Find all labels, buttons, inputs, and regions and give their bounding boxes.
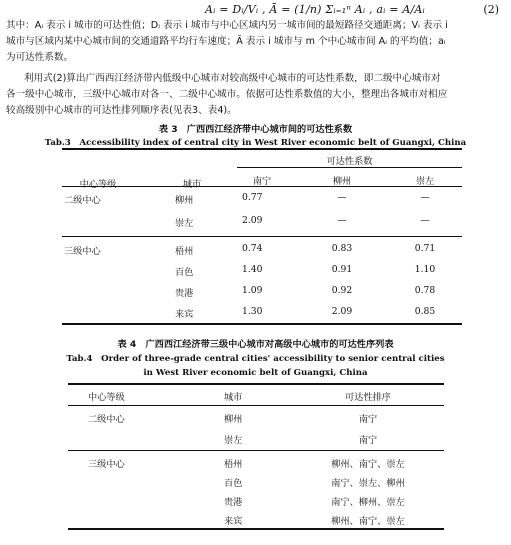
row-city: 来宾 <box>175 309 194 320</box>
table4 <box>68 383 444 530</box>
paragraph-line: 较高级别中心城市的可达性排列顺序表(见表3、表4)。 <box>6 105 237 116</box>
value-cell: 0.92 <box>331 285 353 296</box>
row-city: 柳州 <box>224 414 243 425</box>
order-cell: 柳州、南宁、崇左 <box>331 459 405 470</box>
value-cell: 0.77 <box>242 192 263 203</box>
order-cell: 南宁 <box>358 435 378 446</box>
row-city: 梧州 <box>175 246 194 257</box>
table-rule <box>62 323 462 325</box>
paragraph-line: 其中：Aᵢ 表示 i 城市的可达性值；Dᵢ 表示 i 城市与中心区域内另一城市间的最短路径交通距离；Vᵢ 表示 i <box>6 20 448 31</box>
table3 <box>62 148 462 325</box>
table-rule <box>237 167 462 168</box>
row-city: 崇左 <box>175 218 194 229</box>
order-cell: 柳州、南宁、崇左 <box>331 516 405 527</box>
header-level: 中心等级 <box>79 179 117 190</box>
value-cell: 0.78 <box>414 285 436 296</box>
table-rule <box>68 383 444 385</box>
row-city: 崇左 <box>224 435 243 446</box>
col-nanning: 南宁 <box>252 176 272 187</box>
row-city: 百色 <box>175 267 194 278</box>
method-paragraph <box>6 71 504 119</box>
order-cell: 南宁、崇左、柳州 <box>331 478 405 489</box>
row-city: 贵港 <box>175 288 194 299</box>
table4-caption-en-line1: Tab.4 Order of three-grade central cities' accessibility to senior central cities <box>66 354 445 364</box>
paragraph-line: 各一级中心城市，三级中心城市对各一、二级中心城市。依据可达性系数值的大小，整理出各城市对相应 <box>6 89 448 100</box>
formula: Aᵢ = Dᵢ/Vᵢ , Ā = (1/n) Σᵢ₌₁ⁿ Aᵢ , aᵢ = A/Aᵢ <box>205 3 425 16</box>
col-chongzuo: 崇左 <box>415 176 435 187</box>
value-cell: 1.40 <box>242 264 263 275</box>
value-cell: 0.83 <box>331 243 353 254</box>
row-city: 柳州 <box>175 195 194 206</box>
table-rule <box>68 528 444 530</box>
table3-caption-en: Tab.3 Accessibility index of central city in West River economic belt of Guangxi, China <box>44 138 467 148</box>
value-cell: 2.09 <box>331 306 353 317</box>
table-rule <box>68 405 444 406</box>
equation-number: (2) <box>483 3 499 16</box>
value-cell: 0.91 <box>331 264 353 275</box>
row-city: 贵港 <box>224 497 243 508</box>
definition-paragraph <box>6 18 504 66</box>
table-rule <box>62 148 462 150</box>
table4-caption-en-line2: in West River economic belt of Guangxi, China <box>143 368 368 378</box>
value-cell: — <box>420 192 430 203</box>
paragraph-line: 城市与区域内某中心城市间的交通道路平均行车速度；Ā 表示 i 城市与 m 个中心城市间 Aᵢ 的平均值；aᵢ <box>6 36 446 47</box>
paragraph-line: 为可达性系数。 <box>6 52 74 63</box>
value-cell: 1.10 <box>414 264 436 275</box>
row-city: 百色 <box>224 478 243 489</box>
col-liuzhou: 柳州 <box>332 176 352 187</box>
value-cell: 0.74 <box>242 243 263 254</box>
table4-caption-cn: 表 4 广西西江经济带三级中心城市对高级中心城市的可达性序列表 <box>117 339 394 350</box>
table3-caption-cn: 表 3 广西西江经济带中心城市间的可达性系数 <box>158 124 353 135</box>
value-cell: — <box>337 192 347 203</box>
value-cell: 2.09 <box>242 215 263 226</box>
row-city: 梧州 <box>224 459 243 470</box>
header-level: 中心等级 <box>88 392 125 403</box>
row-level: 三级中心 <box>88 459 125 470</box>
header-city: 城市 <box>224 392 243 403</box>
order-cell: 南宁、柳州、崇左 <box>331 497 405 508</box>
row-city: 来宾 <box>224 516 243 527</box>
value-cell: 0.71 <box>414 243 436 254</box>
value-cell: — <box>420 215 430 226</box>
row-level: 二级中心 <box>64 195 101 206</box>
row-level: 二级中心 <box>88 414 125 425</box>
row-level: 三级中心 <box>64 246 101 257</box>
table-rule <box>62 236 462 237</box>
header-group: 可达性系数 <box>326 156 373 167</box>
order-cell: 南宁 <box>358 414 378 425</box>
table-rule <box>68 450 444 451</box>
header-city: 城市 <box>182 179 202 190</box>
paragraph-line: 利用式(2)算出广西西江经济带内低级中心城市对较高级中心城市的可达性系数，即二级中心城市对 <box>24 73 441 84</box>
formula-line <box>0 0 511 20</box>
value-cell: 1.09 <box>242 285 263 296</box>
header-order: 可达性排序 <box>345 392 391 403</box>
value-cell: 1.30 <box>242 306 263 317</box>
value-cell: 0.85 <box>414 306 436 317</box>
value-cell: — <box>337 215 347 226</box>
